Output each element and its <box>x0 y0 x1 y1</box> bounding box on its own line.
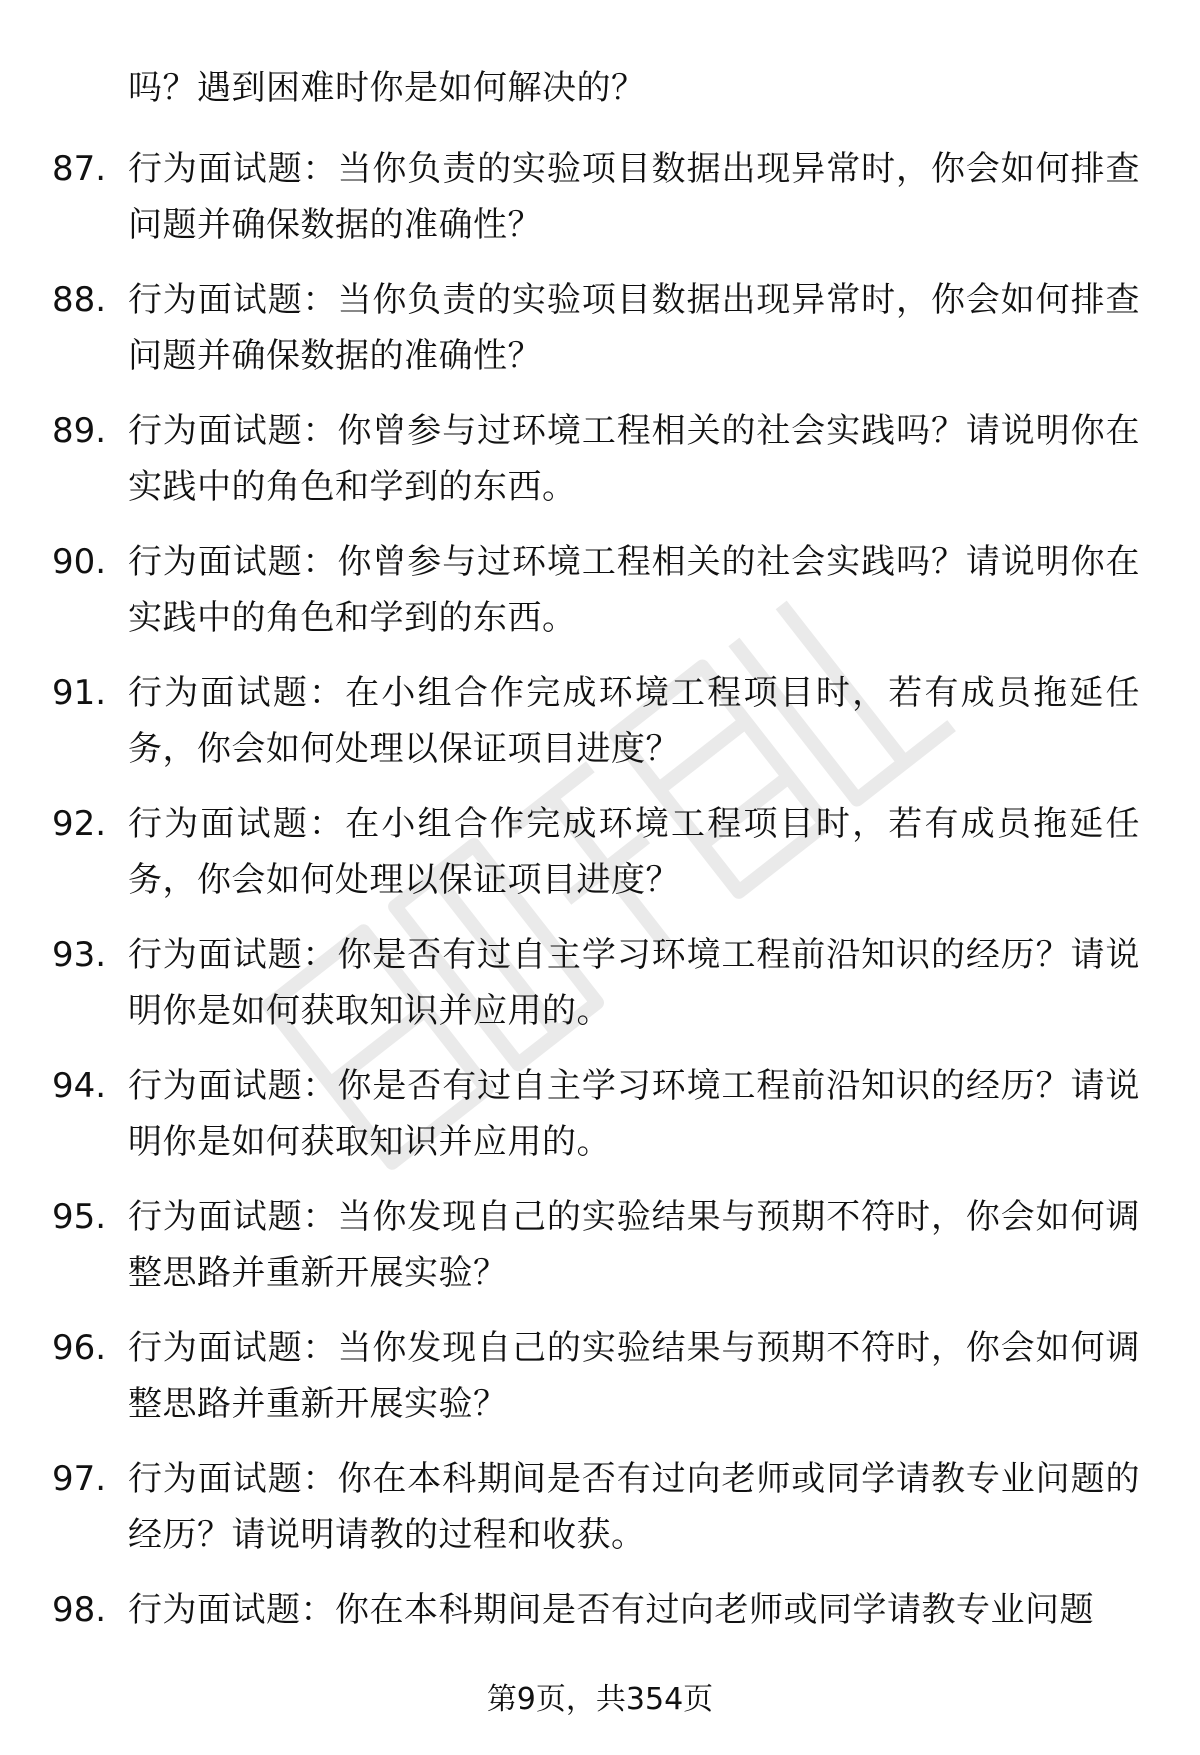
question-item <box>0 1320 1200 1451</box>
question-number: 93. <box>52 935 107 975</box>
question-number: 89. <box>52 411 107 451</box>
question-text: 行为面试题：你在本科期间是否有过向老师或同学请教专业问题 <box>128 1590 1094 1630</box>
question-item <box>0 927 1200 1058</box>
question-text: 行为面试题：当你负责的实验项目数据出现异常时，你会如何排查问题并确保数据的准确性？ <box>128 149 1140 245</box>
question-item <box>0 272 1200 403</box>
question-list <box>0 141 1200 1713</box>
question-number: 92. <box>52 804 107 844</box>
question-item <box>0 796 1200 927</box>
question-number: 98. <box>52 1590 107 1630</box>
question-text: 行为面试题：当你发现自己的实验结果与预期不符时，你会如何调整思路并重新开展实验？ <box>128 1197 1140 1293</box>
question-text: 行为面试题：在小组合作完成环境工程项目时，若有成员拖延任务，你会如何处理以保证项目进度？ <box>128 804 1140 900</box>
question-number: 91. <box>52 673 107 713</box>
page-footer: 第9页，共354页 <box>486 1682 714 1717</box>
question-item <box>0 403 1200 534</box>
question-text: 行为面试题：你是否有过自主学习环境工程前沿知识的经历？请说明你是如何获取知识并应用的。 <box>128 1066 1140 1162</box>
question-text: 行为面试题：你在本科期间是否有过向老师或同学请教专业问题的经历？请说明请教的过程和收获。 <box>128 1459 1140 1555</box>
question-text: 行为面试题：当你发现自己的实验结果与预期不符时，你会如何调整思路并重新开展实验？ <box>128 1328 1140 1424</box>
question-text: 行为面试题：在小组合作完成环境工程项目时，若有成员拖延任务，你会如何处理以保证项目进度？ <box>128 673 1140 769</box>
question-item <box>0 1058 1200 1189</box>
question-text: 行为面试题：你曾参与过环境工程相关的社会实践吗？请说明你在实践中的角色和学到的东西。 <box>128 411 1140 507</box>
question-number: 90. <box>52 542 107 582</box>
continued-question-text: 吗？遇到困难时你是如何解决的？ <box>128 68 646 108</box>
question-number: 96. <box>52 1328 107 1368</box>
question-item <box>0 1189 1200 1320</box>
question-item <box>0 1451 1200 1582</box>
question-item <box>0 141 1200 272</box>
question-item <box>0 665 1200 796</box>
question-number: 97. <box>52 1459 107 1499</box>
question-number: 95. <box>52 1197 107 1237</box>
question-number: 94. <box>52 1066 107 1106</box>
question-text: 行为面试题：当你负责的实验项目数据出现异常时，你会如何排查问题并确保数据的准确性？ <box>128 280 1140 376</box>
question-number: 87. <box>52 149 107 189</box>
question-number: 88. <box>52 280 107 320</box>
question-item <box>0 534 1200 665</box>
question-text: 行为面试题：你是否有过自主学习环境工程前沿知识的经历？请说明你是如何获取知识并应用的。 <box>128 935 1140 1031</box>
question-text: 行为面试题：你曾参与过环境工程相关的社会实践吗？请说明你在实践中的角色和学到的东西。 <box>128 542 1140 638</box>
